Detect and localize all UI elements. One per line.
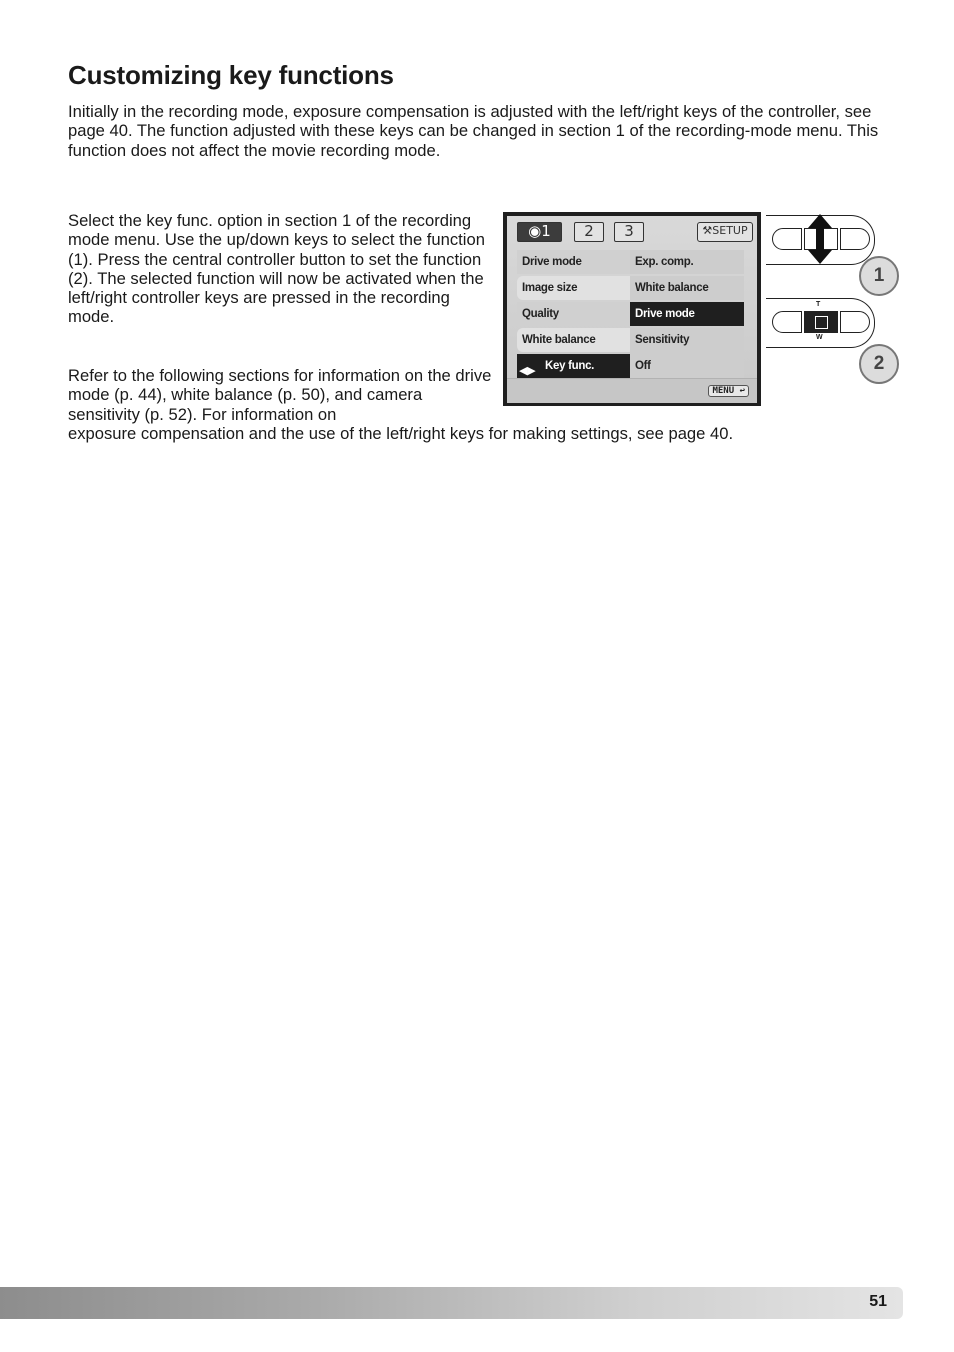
menu-row [517,276,749,302]
controller-right-key [840,228,870,250]
menu-option: Image size [517,276,630,300]
page-number: 51 [869,1293,887,1310]
lcd-bottom-bar [507,378,757,403]
controller-center-button-pressed [804,311,838,333]
intro-paragraph: Initially in the recording mode, exposure compensation is adjusted with the left/right keys of the controller, see page 40. The function adjusted with these keys can be changed in section 1 of the recording-mode menu. This function does not affect the movie recording mode. [68,102,879,160]
step-2-badge: 2 [859,344,899,384]
menu-value: White balance [630,276,744,300]
menu-value: Exp. comp. [630,250,744,274]
select-paragraph: Select the key func. option in section 1 of the recording mode menu. Use the up/down keys to select the function (1). Press the central controller button to set the function (2). The selected function will now be activated when the left/right controller keys are pressed in the recording mode. [68,211,485,327]
controller-left-key [772,228,802,250]
step-1-badge: 1 [859,256,899,296]
lcd-screen-content [507,216,757,402]
controller-up-down [766,215,876,265]
lcd-menu-screen [503,212,761,406]
center-button-mark-icon [815,316,828,329]
page-footer-bar [0,1287,903,1319]
wide-label: W [816,334,823,341]
menu-row [517,328,749,354]
menu-option-selected [517,354,630,378]
menu-rows [517,250,749,380]
tab-section-1 [517,222,562,242]
controller-left-key [772,311,802,333]
menu-value: Off [630,354,744,378]
page-title: Customizing key functions [68,60,394,90]
controller-right-key [840,311,870,333]
menu-value: Sensitivity [630,328,744,352]
menu-row [517,250,749,276]
menu-row [517,354,749,380]
camera-icon: ◉ [528,222,542,240]
wrench-icon: ⚒ [702,224,713,237]
menu-value-selected: Drive mode [630,302,744,326]
left-right-arrows-icon: ◀ ▶ [519,364,534,377]
tab-setup [697,222,753,242]
tab-section-3: 3 [614,222,644,242]
menu-option-label: Key func. [545,360,595,372]
tab-section-2: 2 [574,222,604,242]
menu-row [517,302,749,328]
menu-option: White balance [517,328,630,352]
tab-label: 1 [541,222,551,240]
up-down-arrow-icon [806,214,834,264]
menu-label: MENU [712,386,735,396]
controller-center-press [766,298,876,348]
menu-return-icon: MENU ↩ [708,385,749,397]
menu-option: Drive mode [517,250,630,274]
tele-label: T [816,301,821,308]
refer-paragraph-continued: exposure compensation and the use of the left/right keys for making settings, see page 40. [68,424,734,443]
refer-paragraph: Refer to the following sections for information on the drive mode (p. 44), white balance (p. 50), and camera sensitivity (p. 52). For information on [68,366,492,424]
menu-option: Quality [517,302,630,326]
setup-label: SETUP [712,224,748,237]
